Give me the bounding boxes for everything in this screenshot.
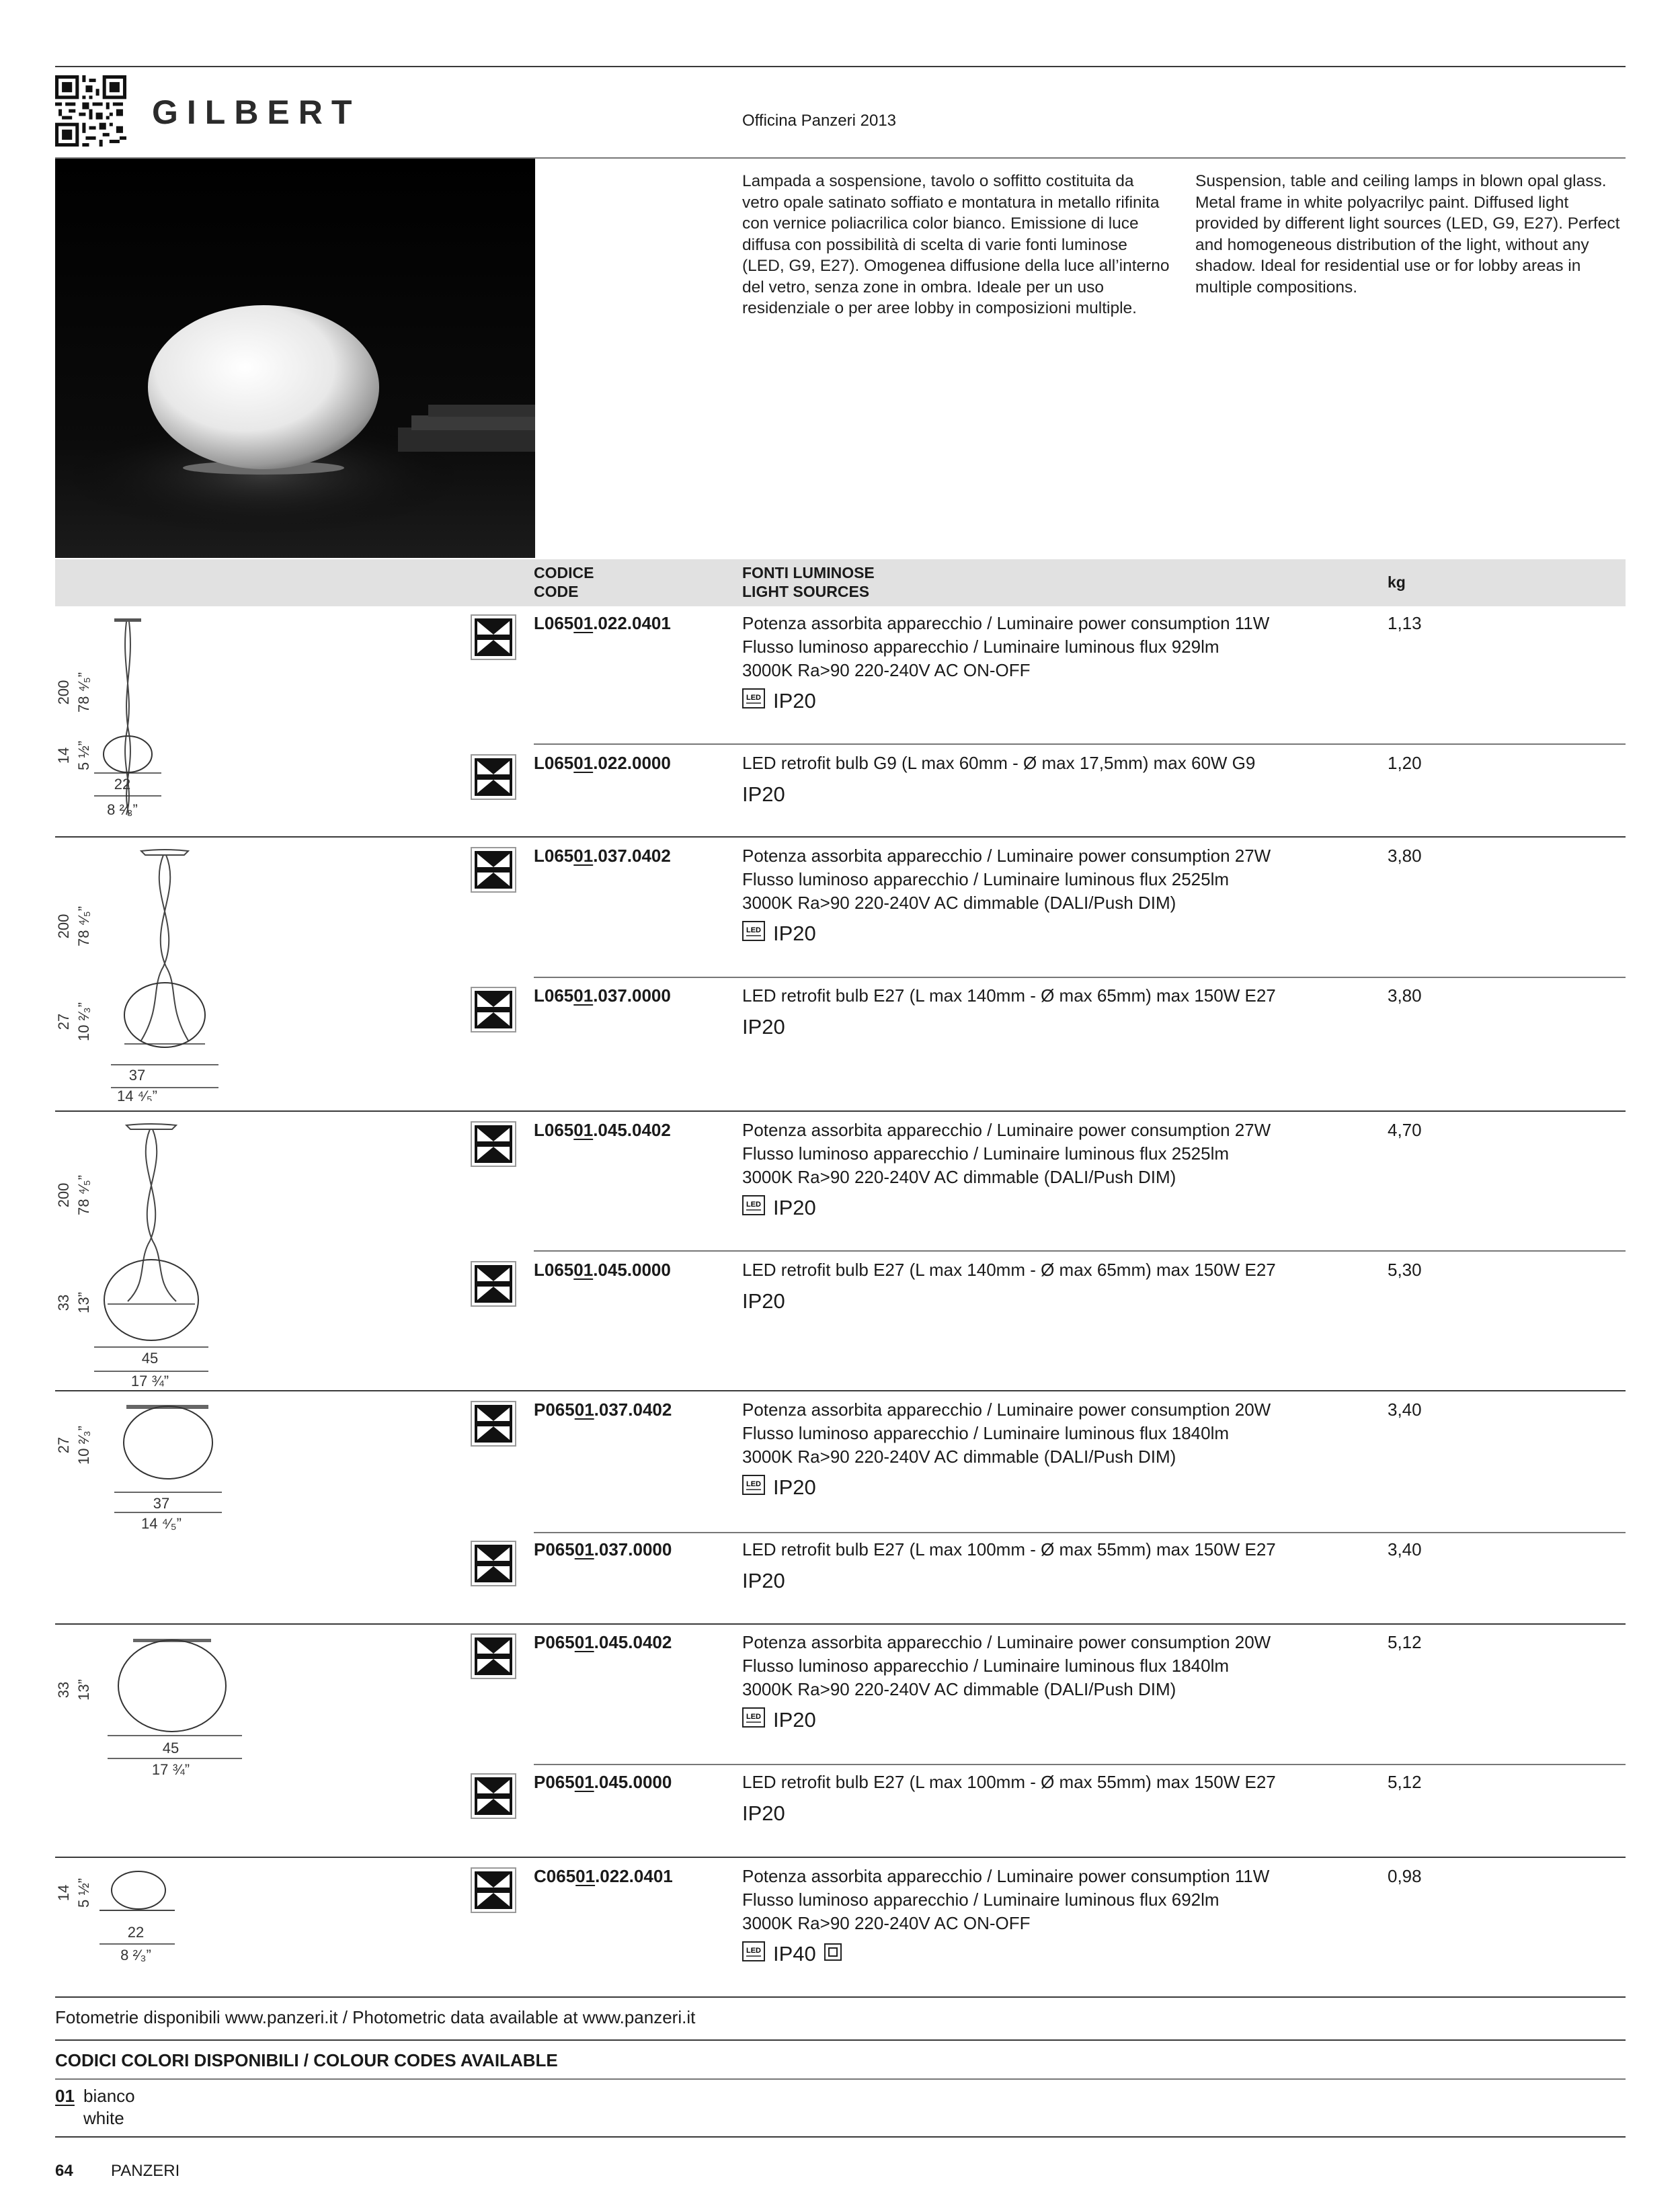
dim-width-in: 14 ⁴⁄₅” <box>117 1088 157 1101</box>
designer-credit: Officina Panzeri 2013 <box>742 112 897 130</box>
weight-value: 3,40 <box>1388 1539 1422 1559</box>
row-divider <box>534 1764 1626 1765</box>
dim-width-cm: 37 <box>128 1067 146 1084</box>
ip-rating-text: IP20 <box>773 689 816 713</box>
ip-rating-text: IP20 <box>742 1015 785 1039</box>
section-divider <box>55 1623 1626 1625</box>
spec-line: 3000K Ra>90 220-240V AC dimmable (DALI/Push DIM) <box>742 1167 1176 1187</box>
header-code-en: CODE <box>534 583 579 600</box>
spec-line: 3000K Ra>90 220-240V AC ON-OFF <box>742 1913 1031 1933</box>
product-code: C06501.022.0401 <box>534 1866 673 1886</box>
spec-line: Potenza assorbita apparecchio / Luminaire power consumption 27W <box>742 846 1271 866</box>
ip-rating <box>742 1569 785 1593</box>
light-source-spec <box>742 984 1276 1008</box>
light-source-spec <box>742 1538 1276 1562</box>
spec-line: Flusso luminoso apparecchio / Luminaire luminous flux 692lm <box>742 1890 1219 1910</box>
photometric-note: Fotometrie disponibili www.panzeri.it / Photometric data available at www.panzeri.it <box>55 2007 696 2027</box>
weight-value: 3,80 <box>1388 846 1422 866</box>
ip-rating <box>742 1195 816 1221</box>
dim-body-height-cm: 14 <box>55 747 72 764</box>
colour-code: 01 <box>55 2086 75 2106</box>
dim-height-cm: 27 <box>55 1436 72 1454</box>
description-italian: Lampada a sospensione, tavolo o soffitto costituita da vetro opale satinato soffiato e montatura in metallo rifinita con vernice poliacrilica color bianco. Emissione di luce diffusa con possibilità di scelta di varie fonti luminose (LED, G9, E27). Omogenea diffusione della luce all’interno del vetro, senza zone in ombra. Ideale per un uso residenziale o per aree lobby in composizioni multiple. <box>742 172 1170 317</box>
power-box-symbol-icon <box>471 614 516 660</box>
section-divider <box>55 1857 1626 1858</box>
row-divider <box>534 743 1626 745</box>
dim-width-cm: 37 <box>153 1495 170 1512</box>
product-code: L06501.045.0000 <box>534 1260 671 1280</box>
colour-codes-title: CODICI COLORI DISPONIBILI / COLOUR CODES AVAILABLE <box>55 2050 558 2070</box>
footer-divider <box>55 2136 1626 2138</box>
dim-height-cm: 200 <box>55 914 72 939</box>
dim-height-in: 10 ²⁄₃” <box>75 1426 92 1465</box>
power-box-symbol-icon <box>471 1541 516 1586</box>
section-divider <box>55 836 1626 838</box>
brand-name: PANZERI <box>111 2162 180 2180</box>
ip-rating <box>742 1801 785 1826</box>
dim-height-in: 78 ⁴⁄₅” <box>75 906 92 946</box>
dim-height-in: 78 ⁴⁄₅” <box>75 1175 92 1215</box>
ip-rating <box>742 1475 816 1500</box>
spec-line: Flusso luminoso apparecchio / Luminaire luminous flux 2525lm <box>742 869 1230 889</box>
spec-line: Flusso luminoso apparecchio / Luminaire luminous flux 1840lm <box>742 1656 1230 1676</box>
spec-line: Flusso luminoso apparecchio / Luminaire luminous flux 2525lm <box>742 1143 1230 1164</box>
weight-value: 4,70 <box>1388 1120 1422 1140</box>
dim-width-cm: 22 <box>127 1924 145 1941</box>
power-box-symbol-icon <box>471 1401 516 1447</box>
svg-text:LED: LED <box>746 1947 761 1955</box>
ip-rating-text: IP20 <box>742 1289 785 1313</box>
dim-height-in: 13” <box>75 1679 92 1701</box>
drawing-ceiling-45 <box>27 1632 255 1797</box>
spec-line: LED retrofit bulb E27 (L max 140mm - Ø max 65mm) max 150W E27 <box>742 985 1276 1006</box>
light-source-spec <box>742 752 1255 775</box>
spec-line: 3000K Ra>90 220-240V AC ON-OFF <box>742 660 1031 680</box>
dim-body-height-in: 10 ²⁄₃” <box>75 1002 92 1041</box>
colour-name-en: white <box>83 2108 124 2128</box>
weight-value: 5,30 <box>1388 1260 1422 1280</box>
spec-line: Potenza assorbita apparecchio / Luminaire power consumption 11W <box>742 1866 1270 1886</box>
power-box-symbol-icon <box>471 1867 516 1913</box>
light-source-spec <box>742 1631 1271 1701</box>
colour-name-it: bianco <box>83 2086 135 2106</box>
header-sources-en: LIGHT SOURCES <box>742 583 870 600</box>
drawing-table-22 <box>27 1866 229 1977</box>
spec-line: Potenza assorbita apparecchio / Luminaire power consumption 27W <box>742 1120 1271 1140</box>
dim-height-cm: 14 <box>55 1884 72 1902</box>
header-code-it: CODICE <box>534 564 594 581</box>
weight-value: 1,20 <box>1388 753 1422 773</box>
ip-rating <box>742 1289 785 1313</box>
dim-width-in: 8 ²⁄₃” <box>120 1947 151 1963</box>
spec-line: LED retrofit bulb E27 (L max 140mm - Ø max 65mm) max 150W E27 <box>742 1260 1276 1280</box>
page-number: 64 <box>55 2162 73 2180</box>
ip-rating <box>742 921 816 946</box>
product-code: L06501.037.0000 <box>534 985 671 1006</box>
power-box-symbol-icon <box>471 1261 516 1307</box>
dim-body-height-cm: 33 <box>55 1294 72 1311</box>
product-code: L06501.022.0401 <box>534 613 671 633</box>
product-code: P06501.045.0402 <box>534 1632 672 1652</box>
ip-rating-text: IP20 <box>773 1196 816 1219</box>
weight-value: 5,12 <box>1388 1772 1422 1792</box>
ip-rating-text: IP20 <box>773 922 816 945</box>
dim-width-in: 14 ⁴⁄₅” <box>141 1515 182 1532</box>
power-box-symbol-icon <box>471 754 516 800</box>
product-code: P06501.037.0000 <box>534 1539 672 1559</box>
ip-rating-text: IP20 <box>742 1569 785 1592</box>
dim-body-height-in: 5 ½” <box>75 740 92 771</box>
section-divider <box>55 1390 1626 1391</box>
product-code: P06501.037.0402 <box>534 1400 672 1420</box>
product-photo <box>55 159 535 558</box>
spec-line: Flusso luminoso apparecchio / Luminaire luminous flux 1840lm <box>742 1423 1230 1443</box>
svg-text:LED: LED <box>746 1201 761 1209</box>
row-divider <box>534 1532 1626 1533</box>
light-source-spec <box>742 1865 1269 1935</box>
power-box-symbol-icon <box>471 987 516 1032</box>
top-rule <box>55 66 1626 67</box>
led-icon <box>742 1707 765 1733</box>
led-icon <box>742 1941 765 1967</box>
drawing-ceiling-37 <box>27 1398 229 1549</box>
power-box-symbol-icon <box>471 1773 516 1819</box>
spec-line: LED retrofit bulb E27 (L max 100mm - Ø max 55mm) max 150W E27 <box>742 1772 1276 1792</box>
led-icon <box>742 688 765 714</box>
power-box-symbol-icon <box>471 1121 516 1167</box>
light-source-spec <box>742 1771 1276 1794</box>
spec-line: Potenza assorbita apparecchio / Luminaire power consumption 20W <box>742 1400 1271 1420</box>
product-code: L06501.022.0000 <box>534 753 671 773</box>
spec-line: 3000K Ra>90 220-240V AC dimmable (DALI/Push DIM) <box>742 893 1176 913</box>
section-divider <box>55 1996 1626 1998</box>
ip-rating <box>742 1941 842 1967</box>
dim-width-cm: 45 <box>162 1740 179 1756</box>
weight-value: 1,13 <box>1388 613 1422 633</box>
dim-height-cm: 33 <box>55 1681 72 1699</box>
ip-rating-text: IP40 <box>773 1942 816 1965</box>
light-source-spec <box>742 1398 1271 1469</box>
led-icon <box>742 921 765 946</box>
ip-rating <box>742 1015 785 1039</box>
qr-code-icon <box>55 75 126 147</box>
svg-text:LED: LED <box>746 694 761 702</box>
row-divider <box>534 977 1626 978</box>
weight-value: 3,80 <box>1388 985 1422 1006</box>
ip-rating-text: IP20 <box>773 1475 816 1499</box>
spec-line: 3000K Ra>90 220-240V AC dimmable (DALI/Push DIM) <box>742 1679 1176 1699</box>
light-source-spec <box>742 612 1269 682</box>
dim-height-cm: 200 <box>55 1182 72 1208</box>
dim-body-height-in: 13” <box>75 1292 92 1313</box>
double-insulation-icon <box>824 1942 842 1966</box>
svg-text:LED: LED <box>746 926 761 934</box>
dim-height-in: 78 ⁴⁄₅” <box>75 672 92 713</box>
product-code: L06501.037.0402 <box>534 846 671 866</box>
footer-divider <box>55 2039 1626 2041</box>
light-source-spec <box>742 844 1271 915</box>
header-sources-it: FONTI LUMINOSE <box>742 564 875 581</box>
power-box-symbol-icon <box>471 847 516 893</box>
light-source-spec <box>742 1119 1271 1189</box>
ip-rating-text: IP20 <box>742 782 785 806</box>
svg-text:LED: LED <box>746 1480 761 1488</box>
drawing-suspension-22 <box>27 613 229 832</box>
product-code: P06501.045.0000 <box>534 1772 672 1792</box>
spec-line: Flusso luminoso apparecchio / Luminaire luminous flux 929lm <box>742 637 1219 657</box>
weight-value: 5,12 <box>1388 1632 1422 1652</box>
description-english: Suspension, table and ceiling lamps in blown opal glass. Metal frame in white polyacrilyc paint. Diffused light provided by different light sources (LED, G9, E27). Perfect and homogeneous distribution of the light, without any shadow. Ideal for residential use or for lobby areas in multiple compositions. <box>1195 172 1620 296</box>
drawing-suspension-45 <box>27 1120 229 1392</box>
dim-height-cm: 200 <box>55 680 72 705</box>
ip-rating <box>742 1707 816 1733</box>
row-divider <box>534 1250 1626 1252</box>
footer-divider <box>55 2078 1626 2080</box>
dim-width-in: 17 ¾” <box>130 1373 169 1389</box>
ip-rating-text: IP20 <box>773 1708 816 1732</box>
light-source-spec <box>742 1258 1276 1282</box>
dim-width-in: 17 ¾” <box>151 1761 190 1778</box>
spec-line: LED retrofit bulb E27 (L max 100mm - Ø max 55mm) max 150W E27 <box>742 1539 1276 1559</box>
led-icon <box>742 1195 765 1221</box>
ip-rating <box>742 688 816 714</box>
spec-line: Potenza assorbita apparecchio / Luminaire power consumption 11W <box>742 613 1270 633</box>
header-weight: kg <box>1388 573 1406 591</box>
drawing-suspension-37 <box>27 846 229 1104</box>
spec-line: 3000K Ra>90 220-240V AC dimmable (DALI/Push DIM) <box>742 1447 1176 1467</box>
ip-rating <box>742 782 785 807</box>
dim-height-in: 5 ½” <box>75 1877 92 1908</box>
led-icon <box>742 1475 765 1500</box>
dim-body-height-cm: 27 <box>55 1013 72 1030</box>
spec-line: Potenza assorbita apparecchio / Luminaire power consumption 20W <box>742 1632 1271 1652</box>
weight-value: 0,98 <box>1388 1866 1422 1886</box>
section-divider <box>55 1110 1626 1112</box>
dim-width-cm: 45 <box>141 1350 159 1367</box>
dim-width-in: 8 ²⁄₃” <box>107 801 138 818</box>
product-code: L06501.045.0402 <box>534 1120 671 1140</box>
dim-width-cm: 22 <box>114 776 131 793</box>
power-box-symbol-icon <box>471 1633 516 1679</box>
ip-rating-text: IP20 <box>742 1801 785 1825</box>
svg-text:LED: LED <box>746 1713 761 1721</box>
weight-value: 3,40 <box>1388 1400 1422 1420</box>
spec-line: LED retrofit bulb G9 (L max 60mm - Ø max 17,5mm) max 60W G9 <box>742 753 1256 773</box>
product-title: GILBERT <box>152 93 361 131</box>
